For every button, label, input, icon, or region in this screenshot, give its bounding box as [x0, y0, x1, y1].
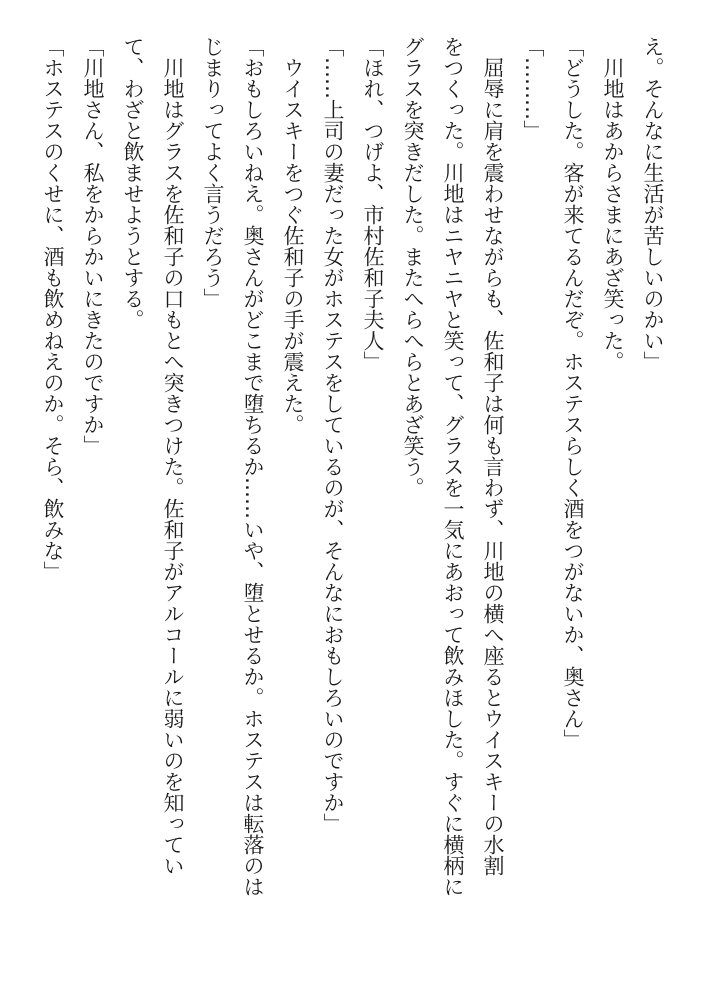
text-line: 川地はあからさまにあざ笑った。: [601, 36, 625, 372]
text-line: 「………」: [521, 36, 545, 141]
text-line: え。そんなに生活が苦しいのかい」: [641, 36, 665, 372]
text-line: 「川地さん、私をからかいにきたのですか」: [81, 36, 105, 456]
text-line: じまりってよく言うだろう」: [201, 36, 225, 309]
text-line: 屈辱に肩を震わせながらも、佐和子は何も言わず、川地の横へ座るとウイスキーの水割: [481, 36, 505, 876]
text-line: 「ほれ、つげよ、市村佐和子夫人」: [361, 36, 385, 372]
text-line: グラスを突きだした。またへらへらとあざ笑う。: [401, 36, 425, 498]
vertical-text-body: [33, 36, 673, 976]
text-line: ウイスキーをつぐ佐和子の手が震えた。: [281, 36, 305, 435]
text-line: 「どうした。客が来てるんだぞ。ホステスらしく酒をつがないか、奥さん」: [561, 36, 585, 750]
text-line: て、わざと飲ませようとする。: [121, 36, 145, 330]
text-line: 川地はグラスを佐和子の口もとへ突きつけた。佐和子がアルコールに弱いのを知ってい: [161, 36, 185, 876]
text-line: 「……上司の妻だった女がホステスをしているのが、そんなにおもしろいのですか」: [321, 36, 345, 834]
text-line: 「ホステスのくせに、酒も飲めねえのか。そら、飲みな」: [41, 36, 65, 582]
text-line: をつくった。川地はニヤニヤと笑って、グラスを一気にあおって飲みほした。すぐに横柄に: [441, 36, 465, 897]
text-line: 「おもしろいねえ。奥さんがどこまで堕ちるか……いや、堕とせるか。ホステスは転落のは: [241, 36, 265, 897]
